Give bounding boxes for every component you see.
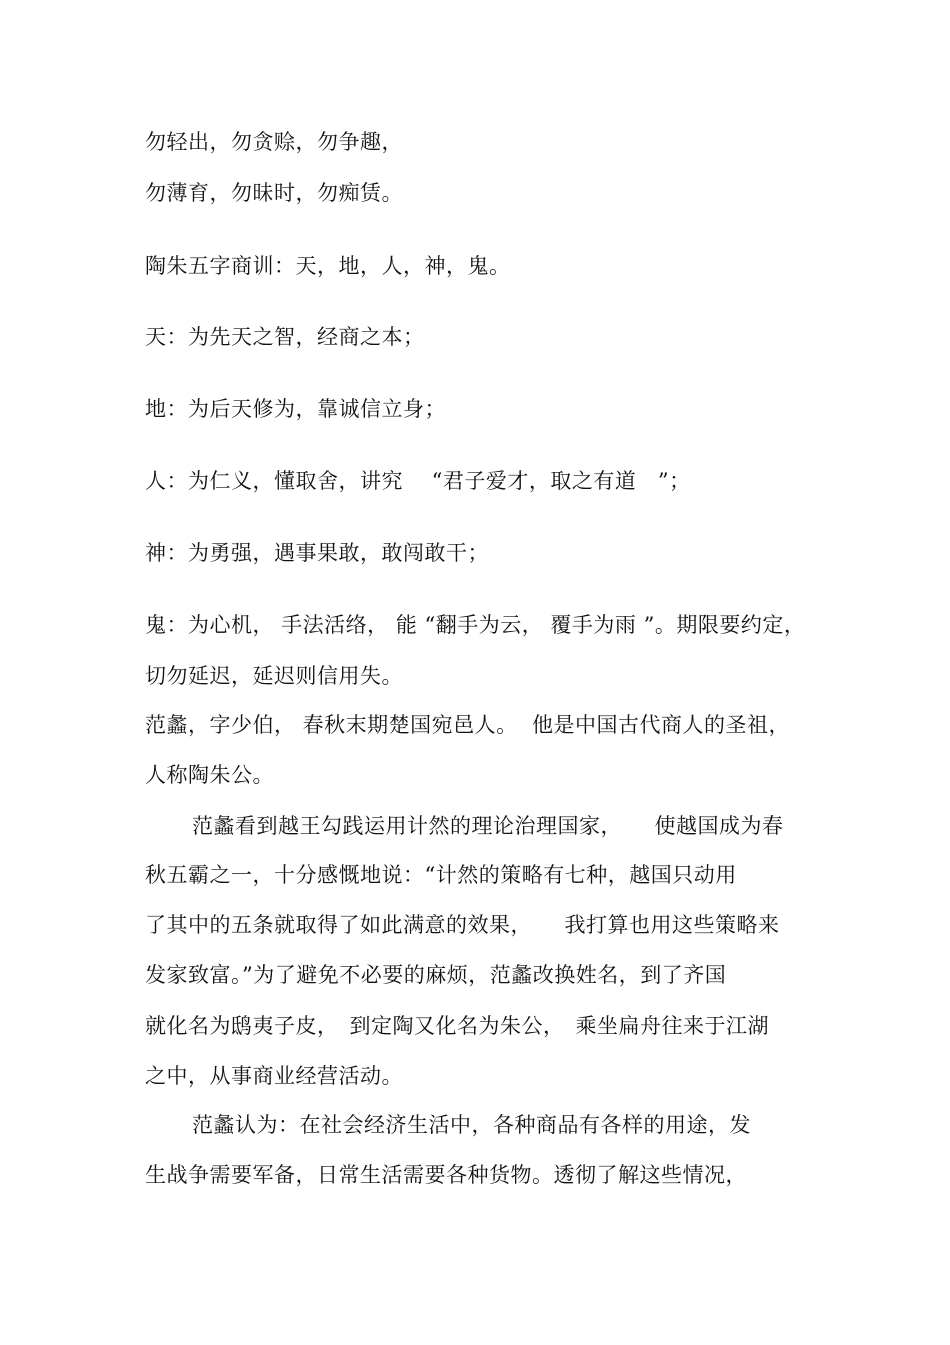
paragraph-start-line: 范蠡认为：在社会经济生活中，各种商品有各样的用途，发 (192, 1113, 751, 1137)
paragraph-start-line: 范蠡看到越王勾践运用计然的理论治理国家， 使越国成为春 (192, 814, 784, 838)
text-line: 天：为先天之智，经商之本； (145, 325, 425, 349)
text-line: 勿轻出，勿贪赊，勿争趣， (145, 130, 403, 154)
text-line: 鬼：为心机， 手法活络， 能 “翻手为云， 覆手为雨 ”。期限要约定， (145, 613, 806, 637)
text-line: 秋五霸之一，十分感慨地说：“计然的策略有七种，越国只动用 (145, 863, 737, 887)
text-line: 范蠡，字少伯， 春秋末期楚国宛邑人。 他是中国古代商人的圣祖， (145, 713, 791, 737)
text-line: 地：为后天修为，靠诚信立身； (145, 397, 446, 421)
text-line: 勿薄育，勿昧时，勿痴赁。 (145, 181, 403, 205)
text-line: 人称陶朱公。 (145, 763, 274, 787)
text-line: 之中，从事商业经营活动。 (145, 1064, 403, 1088)
text-line: 发家致富。”为了避免不必要的麻烦，范蠡改换姓名，到了齐国 (145, 963, 727, 987)
text-line: 陶朱五字商训：天，地，人，神，鬼。 (145, 254, 511, 278)
text-line: 神：为勇强，遇事果敢，敢闯敢干； (145, 541, 489, 565)
text-line: 就化名为鸱夷子皮， 到定陶又化名为朱公， 乘坐扁舟往来于江湖 (145, 1014, 769, 1038)
text-line: 生战争需要军备，日常生活需要各种货物。透彻了解这些情况， (145, 1163, 747, 1187)
text-line: 了其中的五条就取得了如此满意的效果， 我打算也用这些策略来 (145, 913, 780, 937)
text-line: 切勿延迟，延迟则信用失。 (145, 664, 403, 688)
text-line: 人：为仁义，懂取舍，讲究 “君子爱才，取之有道 ”； (145, 469, 691, 493)
